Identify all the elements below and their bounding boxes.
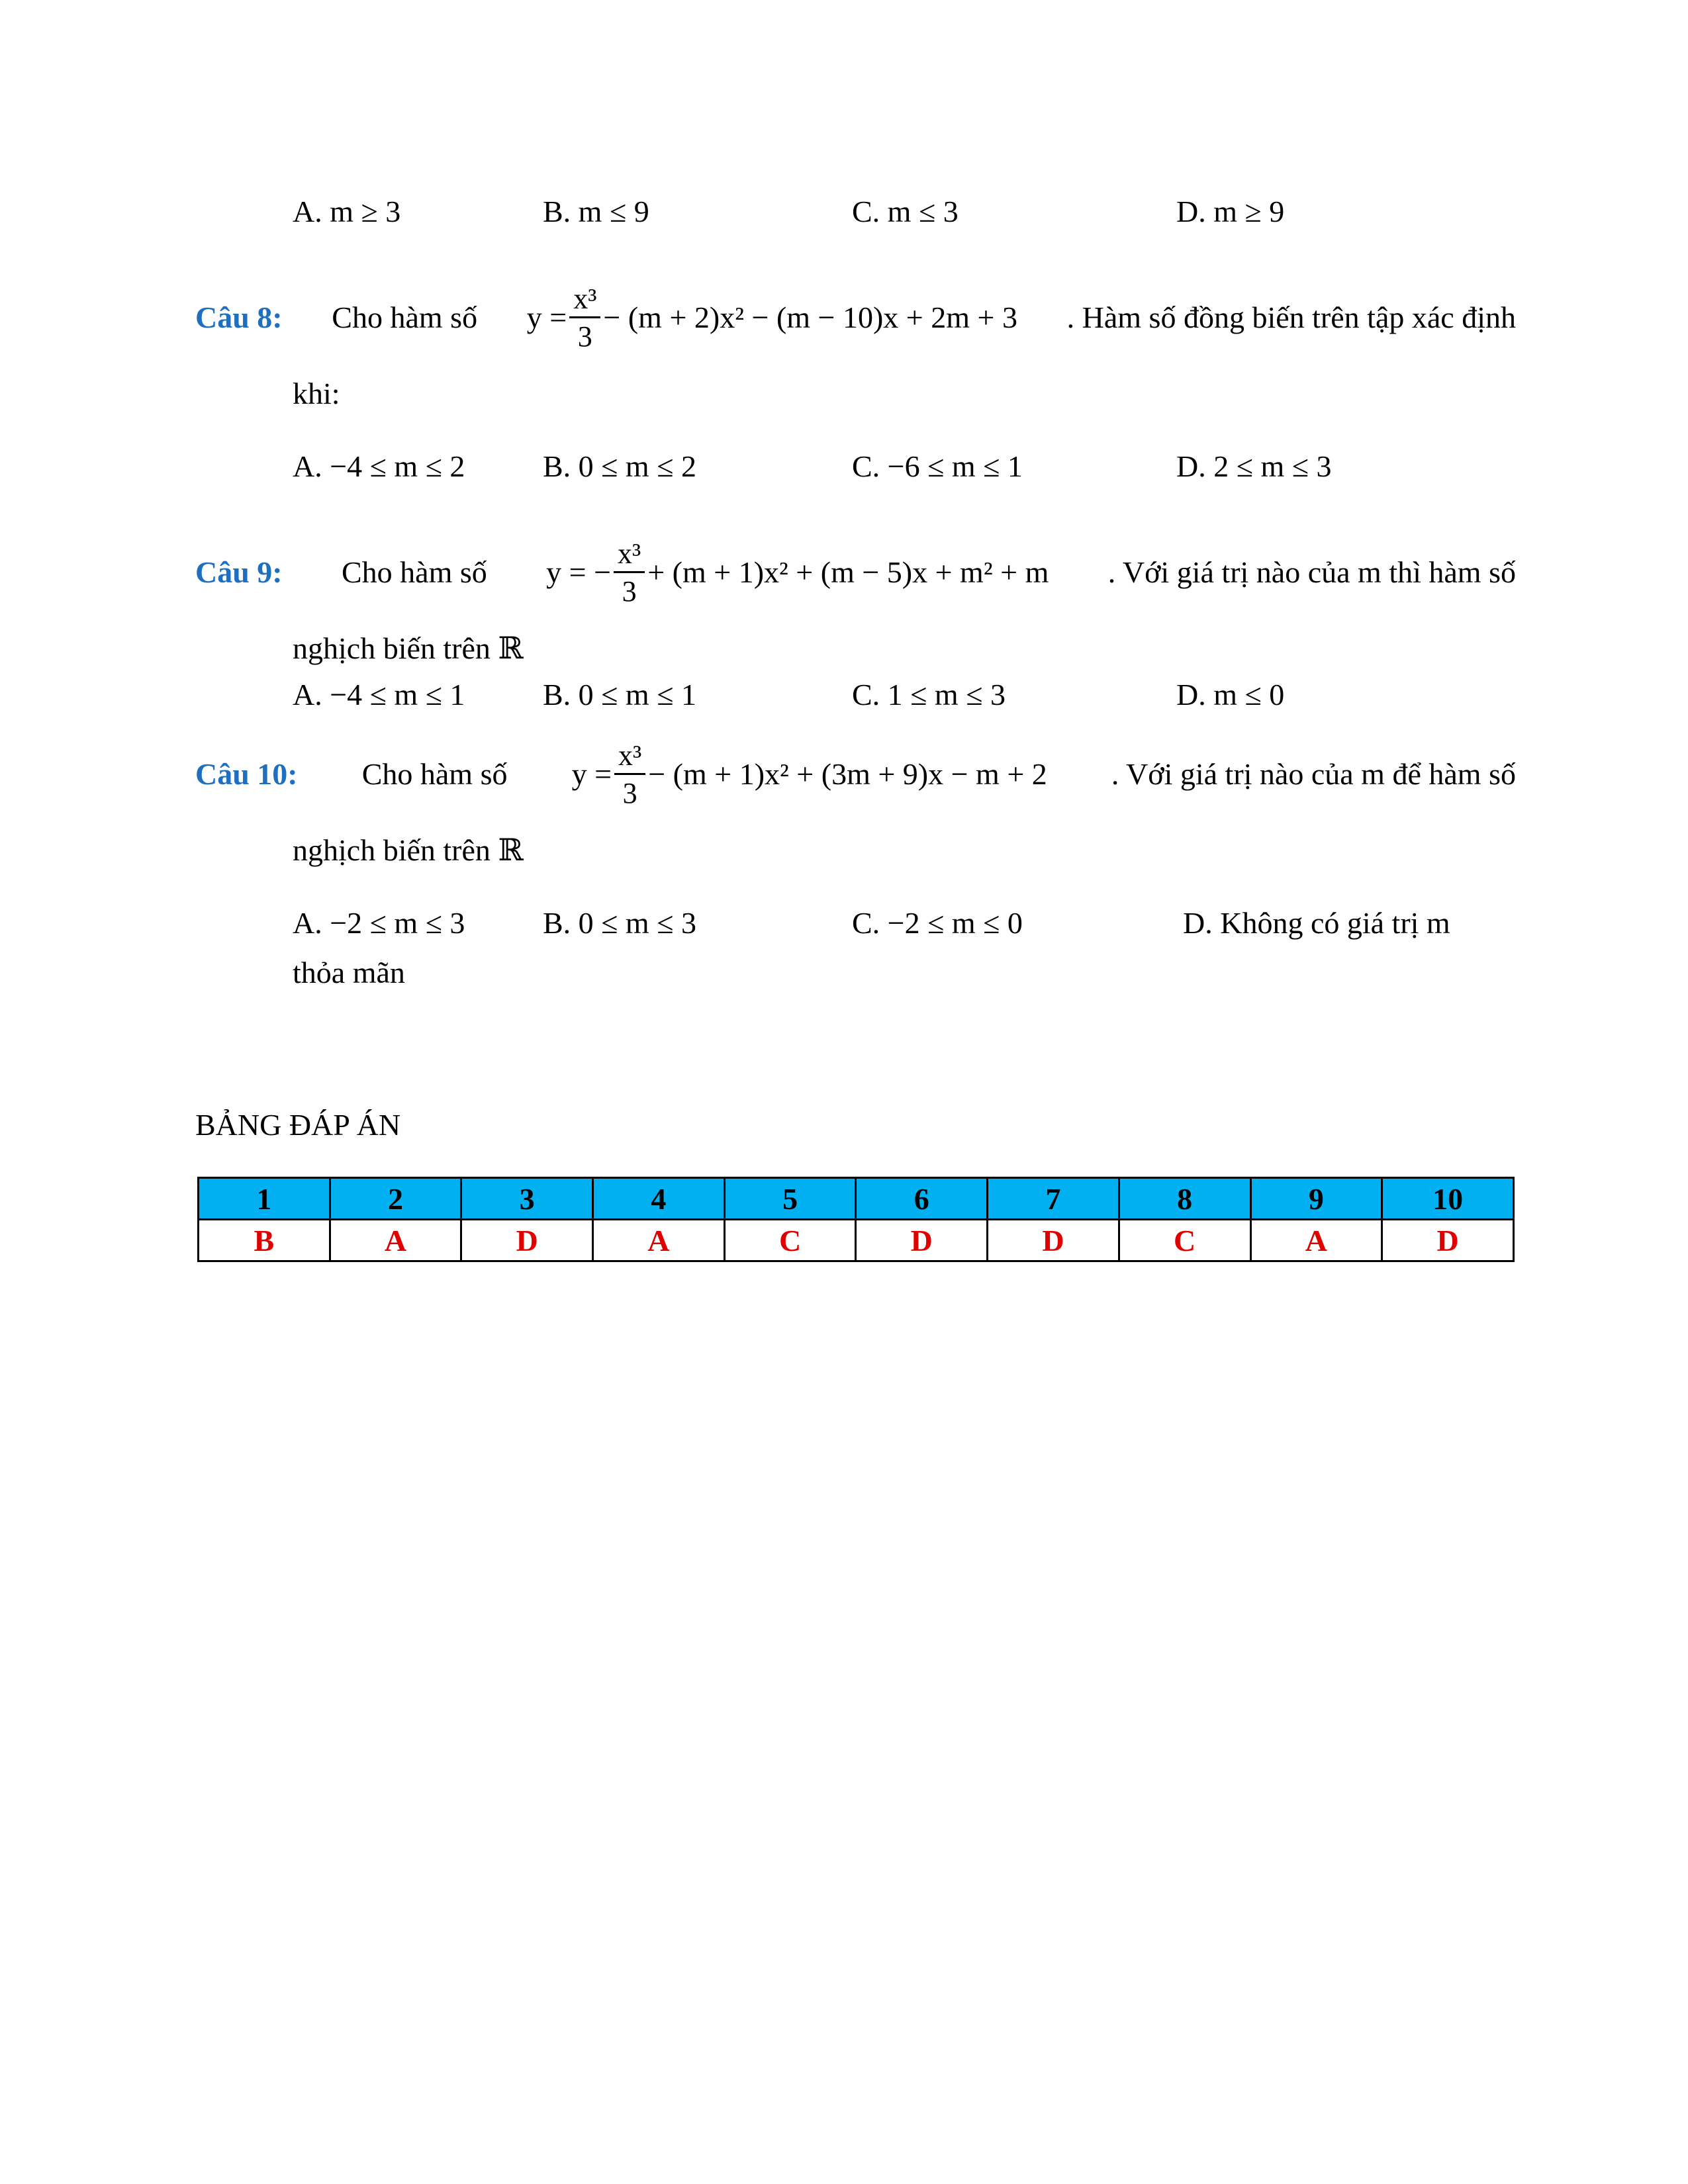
q9-intro: Cho hàm số xyxy=(341,555,487,589)
answer-cell: B xyxy=(199,1220,330,1261)
q8-fraction-den: 3 xyxy=(577,320,592,353)
question-number-cell: 10 xyxy=(1382,1178,1514,1220)
question-number-cell: 3 xyxy=(461,1178,593,1220)
q10-stem xyxy=(195,739,1516,809)
question-number-cell: 9 xyxy=(1250,1178,1382,1220)
q10-fraction-num: x³ xyxy=(614,741,645,775)
question-number-cell: 1 xyxy=(199,1178,330,1220)
answer-table-answer-row xyxy=(199,1220,1514,1261)
answer-cell: C xyxy=(1119,1220,1250,1261)
answer-cell: D xyxy=(461,1220,593,1261)
q10-intro: Cho hàm số xyxy=(361,757,508,791)
q9-fraction xyxy=(614,539,645,606)
q10-tail: . Với giá trị nào của m để hàm số xyxy=(1111,757,1516,791)
q10-continuation-2: thỏa mãn xyxy=(293,956,405,989)
answer-cell: A xyxy=(330,1220,461,1261)
q8-tail: . Hàm số đồng biến trên tập xác định xyxy=(1066,300,1516,334)
q8-intro: Cho hàm số xyxy=(332,300,478,334)
q9-option-d: D. m ≤ 0 xyxy=(1176,678,1285,711)
q8-rest: − (m + 2)x² − (m − 10)x + 2m + 3 xyxy=(603,300,1017,334)
question-number-cell: 2 xyxy=(330,1178,461,1220)
q8-continuation: khi: xyxy=(293,377,340,410)
q8-y: y = xyxy=(526,300,567,334)
q9-label: Câu 9: xyxy=(195,555,283,589)
q9-options xyxy=(293,672,1524,718)
q10-y: y = xyxy=(571,757,612,791)
q10-rest: − (m + 1)x² + (3m + 9)x − m + 2 xyxy=(648,757,1047,791)
question-number-cell: 7 xyxy=(988,1178,1119,1220)
q10-option-d: D. Không có giá trị m xyxy=(1183,906,1450,940)
answer-table-title: BẢNG ĐÁP ÁN xyxy=(195,1108,401,1142)
q8-option-c: C. −6 ≤ m ≤ 1 xyxy=(852,449,1023,483)
q7-options xyxy=(293,189,1524,235)
question-number-cell: 5 xyxy=(724,1178,856,1220)
q8-option-a: A. −4 ≤ m ≤ 2 xyxy=(293,449,465,483)
q7-option-a: A. m ≥ 3 xyxy=(293,195,401,228)
q9-continuation: nghịch biến trên ℝ xyxy=(293,631,524,665)
answer-cell: A xyxy=(593,1220,725,1261)
q10-options xyxy=(293,900,1524,946)
q8-fraction-num: x³ xyxy=(569,285,600,318)
q9-option-b: B. 0 ≤ m ≤ 1 xyxy=(543,678,696,711)
q9-stem xyxy=(195,537,1516,608)
q10-fraction-den: 3 xyxy=(622,776,637,809)
q8-label: Câu 8: xyxy=(195,300,283,334)
q10-continuation: nghịch biến trên ℝ xyxy=(293,833,524,867)
q10-fraction xyxy=(614,741,645,808)
answer-cell: A xyxy=(1250,1220,1382,1261)
q8-option-d: D. 2 ≤ m ≤ 3 xyxy=(1176,449,1332,483)
q9-fraction-den: 3 xyxy=(622,574,637,608)
answer-cell: D xyxy=(856,1220,988,1261)
q10-formula xyxy=(572,741,1047,808)
q10-option-b: B. 0 ≤ m ≤ 3 xyxy=(543,906,696,940)
q9-option-c: C. 1 ≤ m ≤ 3 xyxy=(852,678,1006,711)
q7-option-c: C. m ≤ 3 xyxy=(852,195,959,228)
q8-options xyxy=(293,443,1524,490)
q7-option-b: B. m ≤ 9 xyxy=(543,195,649,228)
q8-option-b: B. 0 ≤ m ≤ 2 xyxy=(543,449,696,483)
answer-cell: D xyxy=(1382,1220,1514,1261)
q10-option-a: A. −2 ≤ m ≤ 3 xyxy=(293,906,465,940)
q9-option-a: A. −4 ≤ m ≤ 1 xyxy=(293,678,465,711)
question-number-cell: 4 xyxy=(593,1178,725,1220)
answer-table-header-row xyxy=(199,1178,1514,1220)
q9-y: y = − xyxy=(546,555,612,589)
q9-tail: . Với giá trị nào của m thì hàm số xyxy=(1107,555,1516,589)
answer-cell: C xyxy=(724,1220,856,1261)
q10-label: Câu 10: xyxy=(195,757,298,791)
answer-cell: D xyxy=(988,1220,1119,1261)
question-number-cell: 8 xyxy=(1119,1178,1250,1220)
question-number-cell: 6 xyxy=(856,1178,988,1220)
q9-formula xyxy=(546,539,1049,606)
answer-table xyxy=(197,1177,1515,1262)
q7-option-d: D. m ≥ 9 xyxy=(1176,195,1285,228)
q10-option-c: C. −2 ≤ m ≤ 0 xyxy=(852,906,1023,940)
q9-rest: + (m + 1)x² + (m − 5)x + m² + m xyxy=(647,555,1049,589)
q8-stem xyxy=(195,282,1516,353)
q8-fraction xyxy=(569,282,600,353)
q8-formula xyxy=(526,282,1017,353)
q9-fraction-num: x³ xyxy=(614,539,645,573)
